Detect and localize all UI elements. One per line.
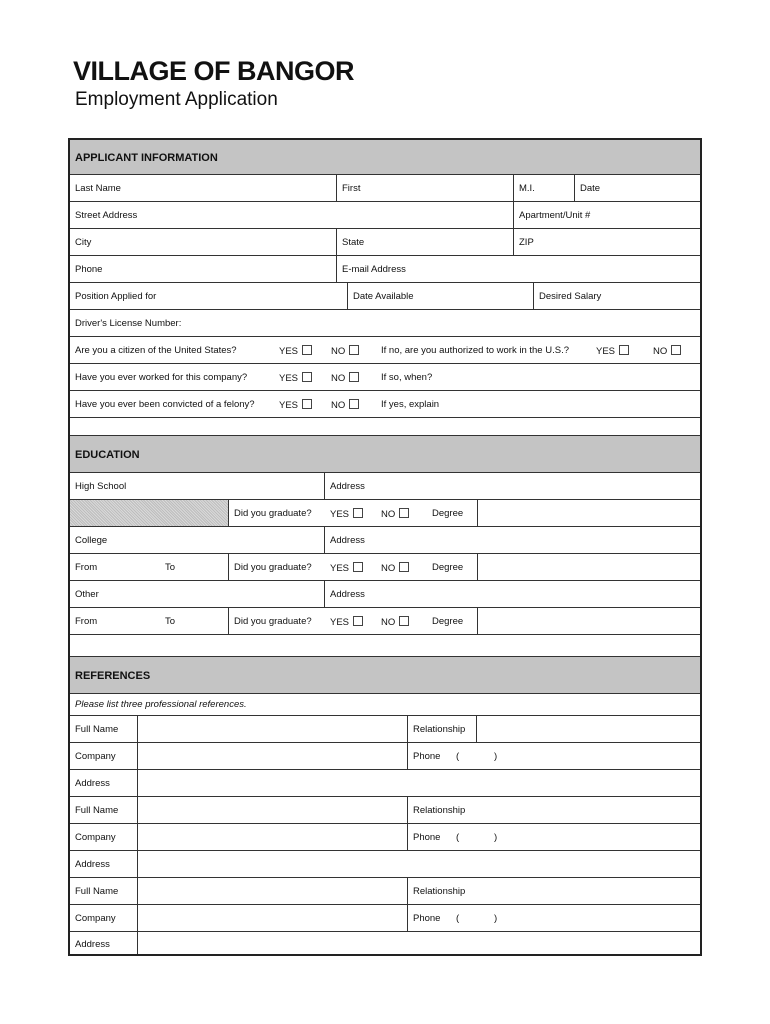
section-applicant-header	[70, 140, 702, 175]
reference-name-row	[70, 878, 702, 905]
checkbox-icon[interactable]	[349, 372, 359, 382]
college-field[interactable]: College	[75, 535, 108, 546]
graduate-no-option[interactable]: NO	[381, 508, 409, 520]
applicant-license-row	[70, 310, 702, 337]
references-note: Please list three professional references.	[75, 699, 247, 710]
graduate-no-option[interactable]: NO	[381, 616, 409, 628]
graduate-yes-option[interactable]: YES	[330, 616, 363, 628]
company-label: Company	[75, 832, 116, 843]
felony-yes-option[interactable]: YES	[279, 399, 312, 411]
checkbox-icon[interactable]	[302, 345, 312, 355]
graduate-yes-option[interactable]: YES	[330, 508, 363, 520]
reference-name-row	[70, 716, 702, 743]
felony-question: Have you ever been convicted of a felony?	[75, 399, 255, 410]
phone-paren-close: )	[494, 913, 498, 924]
checkbox-icon[interactable]	[349, 399, 359, 409]
section-references-header	[70, 657, 702, 694]
other-address-field[interactable]: Address	[330, 589, 365, 600]
zip-field[interactable]: ZIP	[519, 237, 534, 248]
street-address-field[interactable]: Street Address	[75, 210, 138, 221]
to-field[interactable]: To	[165, 616, 176, 627]
checkbox-icon[interactable]	[302, 399, 312, 409]
relationship-label: Relationship	[413, 886, 466, 897]
from-field[interactable]: From	[75, 562, 98, 573]
degree-label: Degree	[432, 562, 464, 573]
phone-paren-open: (	[456, 913, 460, 924]
page-subtitle: Employment Application	[75, 89, 278, 110]
phone-paren-close: )	[494, 832, 498, 843]
checkbox-icon[interactable]	[353, 616, 363, 626]
spacer-row	[70, 635, 702, 657]
phone-paren-open: (	[456, 751, 460, 762]
worked-row	[70, 364, 702, 391]
city-field[interactable]: City	[75, 237, 92, 248]
reference-company-row	[70, 743, 702, 770]
checkbox-icon[interactable]	[302, 372, 312, 382]
section-heading: APPLICANT INFORMATION	[75, 152, 218, 164]
reference-address-row	[70, 770, 702, 797]
relationship-label: Relationship	[413, 724, 466, 735]
reference-company-row	[70, 905, 702, 932]
desired-salary-field[interactable]: Desired Salary	[539, 291, 602, 302]
high-school-field[interactable]: High School	[75, 481, 127, 492]
high-school-address-field[interactable]: Address	[330, 481, 365, 492]
checkbox-icon[interactable]	[399, 508, 409, 518]
phone-label: Phone	[413, 913, 441, 924]
checkbox-icon[interactable]	[671, 345, 681, 355]
graduate-question: Did you graduate?	[234, 508, 312, 519]
college-address-field[interactable]: Address	[330, 535, 365, 546]
phone-label: Phone	[413, 751, 441, 762]
high-school-row	[70, 473, 702, 500]
state-field[interactable]: State	[342, 237, 365, 248]
last-name-field[interactable]: Last Name	[75, 183, 121, 194]
citizen-no-option[interactable]: NO	[331, 345, 359, 357]
phone-paren-open: (	[456, 832, 460, 843]
first-name-field[interactable]: First	[342, 183, 361, 194]
graduate-no-option[interactable]: NO	[381, 562, 409, 574]
checkbox-icon[interactable]	[399, 616, 409, 626]
section-heading: REFERENCES	[75, 670, 151, 682]
references-note-row	[70, 694, 702, 716]
license-field[interactable]: Driver's License Number:	[75, 318, 182, 329]
citizen-yes-option[interactable]: YES	[279, 345, 312, 357]
date-available-field[interactable]: Date Available	[353, 291, 414, 302]
reference-company-row	[70, 824, 702, 851]
applicant-name-row	[70, 175, 702, 202]
checkbox-icon[interactable]	[399, 562, 409, 572]
worked-question: Have you ever worked for this company?	[75, 372, 248, 383]
college-graduate-row	[70, 554, 702, 581]
applicant-city-row	[70, 229, 702, 256]
position-field[interactable]: Position Applied for	[75, 291, 157, 302]
felony-no-option[interactable]: NO	[331, 399, 359, 411]
authorized-yes-option[interactable]: YES	[596, 345, 629, 357]
reference-address-row	[70, 851, 702, 878]
authorized-no-option[interactable]: NO	[653, 345, 681, 357]
checkbox-icon[interactable]	[353, 562, 363, 572]
graduate-question: Did you graduate?	[234, 562, 312, 573]
college-row	[70, 527, 702, 554]
address-label: Address	[75, 778, 110, 789]
graduate-question: Did you graduate?	[234, 616, 312, 627]
applicant-street-row	[70, 202, 702, 229]
page-title: VILLAGE OF BANGOR	[73, 56, 354, 86]
degree-label: Degree	[432, 616, 464, 627]
felony-row	[70, 391, 702, 418]
other-row	[70, 581, 702, 608]
degree-label: Degree	[432, 508, 464, 519]
reference-address-row	[70, 932, 702, 956]
to-field[interactable]: To	[165, 562, 176, 573]
email-field[interactable]: E-mail Address	[342, 264, 406, 275]
high-school-graduate-row	[70, 500, 702, 527]
checkbox-icon[interactable]	[349, 345, 359, 355]
applicant-position-row	[70, 283, 702, 310]
application-form	[68, 138, 702, 956]
shaded-cell	[70, 500, 228, 526]
company-label: Company	[75, 751, 116, 762]
address-label: Address	[75, 939, 110, 950]
other-field[interactable]: Other	[75, 589, 99, 600]
address-label: Address	[75, 859, 110, 870]
worked-no-option[interactable]: NO	[331, 372, 359, 384]
checkbox-icon[interactable]	[353, 508, 363, 518]
checkbox-icon[interactable]	[619, 345, 629, 355]
relationship-label: Relationship	[413, 805, 466, 816]
other-graduate-row	[70, 608, 702, 635]
section-heading: EDUCATION	[75, 449, 140, 461]
explain-field[interactable]: If yes, explain	[381, 399, 440, 410]
from-field[interactable]: From	[75, 616, 98, 627]
authorized-question: If no, are you authorized to work in the U.S.?	[381, 345, 569, 356]
full-name-label: Full Name	[75, 886, 119, 897]
mi-field[interactable]: M.I.	[519, 183, 535, 194]
phone-label: Phone	[413, 832, 441, 843]
date-field[interactable]: Date	[580, 183, 601, 194]
citizen-row	[70, 337, 702, 364]
phone-field[interactable]: Phone	[75, 264, 103, 275]
company-label: Company	[75, 913, 116, 924]
section-education-header	[70, 436, 702, 473]
spacer-row	[70, 418, 702, 436]
graduate-yes-option[interactable]: YES	[330, 562, 363, 574]
citizen-question: Are you a citizen of the United States?	[75, 345, 237, 356]
full-name-label: Full Name	[75, 805, 119, 816]
when-field[interactable]: If so, when?	[381, 372, 433, 383]
full-name-label: Full Name	[75, 724, 119, 735]
phone-paren-close: )	[494, 751, 498, 762]
worked-yes-option[interactable]: YES	[279, 372, 312, 384]
applicant-phone-row	[70, 256, 702, 283]
apartment-field[interactable]: Apartment/Unit #	[519, 210, 591, 221]
reference-name-row	[70, 797, 702, 824]
